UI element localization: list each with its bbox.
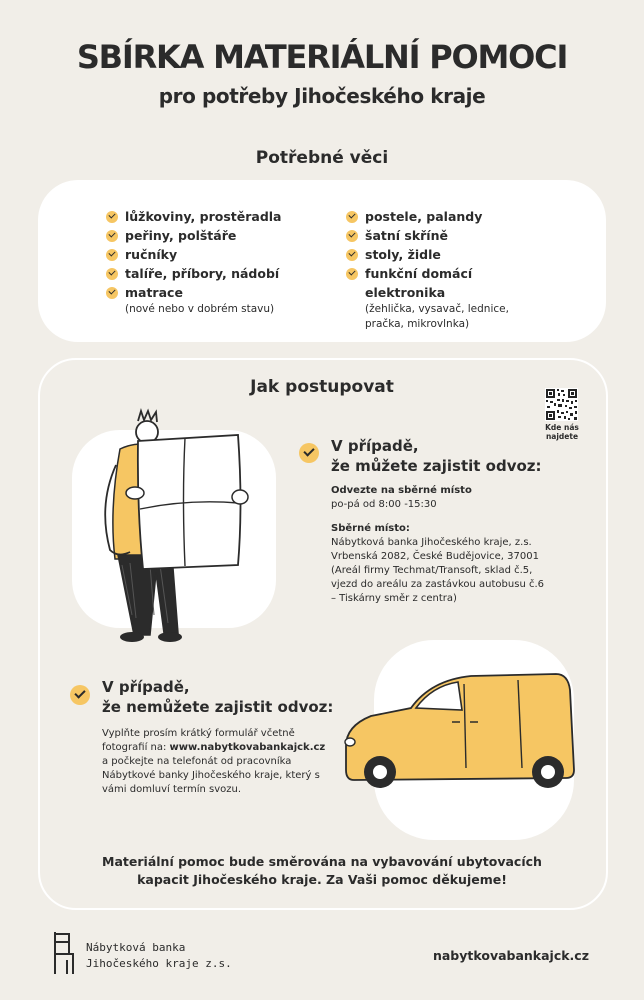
list-item: peřiny, polštáře [106, 226, 336, 245]
case1-dropoff [331, 484, 571, 512]
case1-title [331, 436, 581, 476]
check-icon [106, 249, 118, 261]
org-name-line1: Nábytková banka [86, 941, 186, 954]
place-label: Sběrné místo: [331, 523, 410, 534]
form-link[interactable]: www.nabytkovabankajck.cz [169, 742, 326, 753]
van-illustration [336, 668, 576, 790]
qr-label: Kde nás najdete [545, 423, 579, 441]
item-note: (nové nebo v dobrém stavu) [125, 303, 275, 315]
check-icon [70, 685, 90, 705]
page-title: SBÍRKA MATERIÁLNÍ POMOCI [76, 38, 568, 76]
check-icon [106, 268, 118, 280]
check-icon [346, 230, 358, 242]
check-icon [106, 287, 118, 299]
org-name [86, 940, 232, 972]
list-item: lůžkoviny, prostěradla [106, 207, 336, 226]
case1-address [331, 522, 571, 606]
chair-logo-icon [50, 930, 76, 976]
footer-url[interactable]: nabytkovabankajck.cz [432, 948, 589, 963]
list-item: stoly, židle [346, 245, 546, 264]
check-icon [106, 230, 118, 242]
check-icon [299, 443, 319, 463]
qr-code[interactable] [545, 388, 578, 421]
list-item: ručníky [106, 245, 336, 264]
case2-title-line2: že nemůžete zajistit odvoz: [102, 698, 334, 716]
needs-card [38, 180, 606, 342]
check-icon [346, 268, 358, 280]
case2-title [102, 677, 342, 717]
org-name-line2: Jihočeského kraje z.s. [86, 957, 232, 970]
item-note: (žehlička, vysavač, lednice, pračka, mikrovlnka) [365, 303, 509, 330]
check-icon [346, 249, 358, 261]
page-subtitle: pro potřeby Jihočeského kraje [158, 84, 486, 108]
address-line: vjezd do areálu za zastávkou autobusu č.6 [331, 579, 544, 590]
address-line: Nábytková banka Jihočeského kraje, z.s. [331, 537, 532, 548]
opening-hours: po-pá od 8:00 -15:30 [331, 499, 437, 510]
needs-list-left [106, 207, 336, 318]
case1-title-line1: V případě, [331, 437, 419, 455]
needs-heading: Potřebné věci [255, 148, 389, 168]
check-icon [106, 211, 118, 223]
address-line: – Tiskárny směr z centra) [331, 593, 457, 604]
case2-instructions: Vyplňte prosím krátký formulář včetně fotografií na: www.nabytkovabankajck.cz a počkejte na telefonát od pracovníka Nábytkové banky Jihočeského kraje, který s vámi domluví termín svozu. [102, 728, 326, 795]
list-item: funkční domácí elektronika (žehlička, vysavač, lednice, pračka, mikrovlnka) [346, 264, 546, 332]
steps-heading: Jak postupovat [250, 377, 394, 397]
dropoff-label: Odvezte na sběrné místo [331, 485, 472, 496]
address-line: Vrbenská 2082, České Budějovice, 37001 [331, 551, 539, 562]
case1-title-line2: že můžete zajistit odvoz: [331, 457, 542, 475]
list-item: talíře, příbory, nádobí [106, 264, 336, 283]
closing-note: Materiální pomoc bude směrována na vybavování ubytovacích kapacit Jihočeského kraje. Za Vaši pomoc děkujeme! [102, 854, 542, 887]
person-carrying-box-illustration [90, 405, 260, 645]
list-item: postele, palandy [346, 207, 546, 226]
list-item: šatní skříně [346, 226, 546, 245]
address-line: (Areál firmy Techmat/Transoft, sklad č.5, [331, 565, 533, 576]
list-item: matrace (nové nebo v dobrém stavu) [106, 283, 336, 317]
needs-list-right [346, 207, 546, 333]
case2-title-line1: V případě, [102, 678, 190, 696]
check-icon [346, 211, 358, 223]
